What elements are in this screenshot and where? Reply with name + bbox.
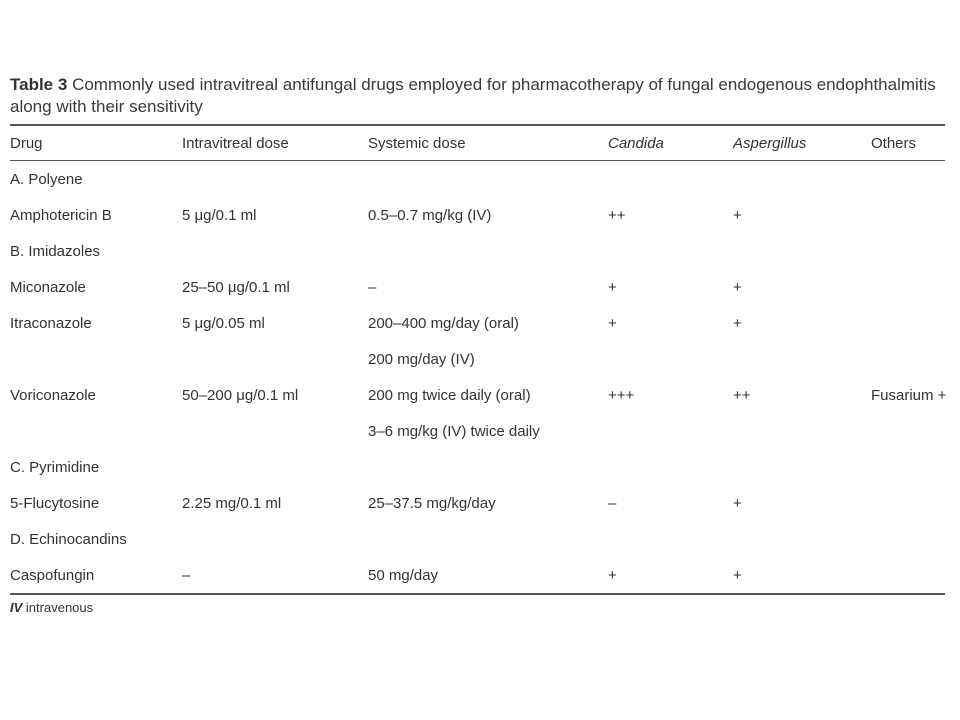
cell-others <box>871 485 945 521</box>
cell-candida <box>608 449 733 485</box>
cell-candida: + <box>608 566 617 584</box>
cell-intravitreal-dose <box>182 161 368 197</box>
cell-systemic-dose: 25–37.5 mg/kg/day <box>368 494 496 512</box>
cell-aspergillus: + <box>733 494 742 512</box>
cell-others <box>871 269 945 305</box>
cell-others <box>871 521 945 557</box>
header-drug: Drug <box>10 134 43 152</box>
table-footnote <box>10 600 945 615</box>
cell-aspergillus: + <box>733 206 742 224</box>
cell-candida <box>608 413 733 449</box>
cell-aspergillus <box>733 521 871 557</box>
cell-candida: + <box>608 278 617 296</box>
table-row <box>10 557 945 593</box>
cell-others <box>871 449 945 485</box>
cell-candida <box>608 161 733 197</box>
table-header <box>10 126 945 161</box>
cell-intravitreal-dose <box>182 341 368 377</box>
table-row <box>10 485 945 521</box>
cell-candida: – <box>608 494 617 512</box>
cell-others: Fusarium + <box>871 386 947 404</box>
header-row <box>10 126 945 160</box>
cell-candida: ++ <box>608 206 626 224</box>
table-row <box>10 521 945 557</box>
cell-systemic-dose <box>368 521 608 557</box>
header-intravitreal-dose: Intravitreal dose <box>182 134 289 152</box>
drug-table <box>10 126 945 593</box>
cell-intravitreal-dose: 25–50 μg/0.1 ml <box>182 278 290 296</box>
cell-aspergillus: + <box>733 314 742 332</box>
cell-drug: A. Polyene <box>10 170 83 188</box>
cell-systemic-dose: 200 mg/day (IV) <box>368 350 475 368</box>
cell-drug: Amphotericin B <box>10 206 112 224</box>
cell-drug: 5-Flucytosine <box>10 494 100 512</box>
table-row <box>10 161 945 197</box>
cell-candida: + <box>608 314 617 332</box>
table-caption <box>10 74 945 120</box>
table-row <box>10 269 945 305</box>
cell-systemic-dose: 50 mg/day <box>368 566 439 584</box>
cell-systemic-dose <box>368 161 608 197</box>
cell-aspergillus: + <box>733 566 742 584</box>
table-row <box>10 305 945 341</box>
cell-candida <box>608 233 733 269</box>
cell-systemic-dose: 0.5–0.7 mg/kg (IV) <box>368 206 492 224</box>
cell-candida <box>608 521 733 557</box>
cell-drug: B. Imidazoles <box>10 242 101 260</box>
cell-others <box>871 161 945 197</box>
header-candida: Candida <box>608 134 664 152</box>
cell-aspergillus <box>733 449 871 485</box>
table-body <box>10 161 945 593</box>
table-caption-text: Commonly used intravitreal antifungal drugs employed for pharmacotherapy of fungal endogenous endophthalmitis along with their sensitivity <box>10 75 936 116</box>
table-row <box>10 233 945 269</box>
table-row <box>10 449 945 485</box>
cell-systemic-dose: – <box>368 278 377 296</box>
table-block <box>10 74 945 615</box>
header-others: Others <box>871 134 917 152</box>
cell-candida <box>608 341 733 377</box>
cell-drug: C. Pyrimidine <box>10 458 100 476</box>
cell-others <box>871 305 945 341</box>
header-systemic-dose: Systemic dose <box>368 134 466 152</box>
cell-aspergillus <box>733 233 871 269</box>
cell-aspergillus <box>733 341 871 377</box>
table-caption-label: Table 3 <box>10 75 68 94</box>
cell-drug: Voriconazole <box>10 386 96 404</box>
cell-others <box>871 233 945 269</box>
footnote-abbreviation: IV <box>10 600 23 615</box>
cell-drug <box>10 413 182 449</box>
cell-systemic-dose: 200 mg twice daily (oral) <box>368 386 531 404</box>
cell-drug: D. Echinocandins <box>10 530 127 548</box>
cell-systemic-dose: 3–6 mg/kg (IV) twice daily <box>368 422 540 440</box>
cell-aspergillus: ++ <box>733 386 751 404</box>
cell-intravitreal-dose: 2.25 mg/0.1 ml <box>182 494 282 512</box>
table-row <box>10 197 945 233</box>
table-bottom-rule <box>10 593 945 595</box>
cell-intravitreal-dose: 5 μg/0.05 ml <box>182 314 265 332</box>
cell-candida: +++ <box>608 386 635 404</box>
cell-drug: Itraconazole <box>10 314 92 332</box>
cell-systemic-dose: 200–400 mg/day (oral) <box>368 314 519 332</box>
footnote-text: intravenous <box>25 600 94 615</box>
header-aspergillus: Aspergillus <box>733 134 807 152</box>
cell-intravitreal-dose <box>182 413 368 449</box>
cell-drug: Miconazole <box>10 278 86 296</box>
cell-aspergillus <box>733 413 871 449</box>
cell-systemic-dose <box>368 233 608 269</box>
cell-intravitreal-dose <box>182 233 368 269</box>
cell-intravitreal-dose <box>182 449 368 485</box>
cell-intravitreal-dose <box>182 521 368 557</box>
cell-aspergillus: + <box>733 278 742 296</box>
cell-others <box>871 197 945 233</box>
cell-intravitreal-dose: 50–200 μg/0.1 ml <box>182 386 299 404</box>
cell-drug <box>10 341 182 377</box>
cell-others <box>871 557 945 593</box>
cell-intravitreal-dose: 5 μg/0.1 ml <box>182 206 257 224</box>
cell-others <box>871 413 945 449</box>
cell-others <box>871 341 945 377</box>
cell-drug: Caspofungin <box>10 566 95 584</box>
cell-intravitreal-dose: – <box>182 566 191 584</box>
table-row <box>10 341 945 377</box>
cell-aspergillus <box>733 161 871 197</box>
table-row <box>10 377 945 413</box>
cell-systemic-dose <box>368 449 608 485</box>
table-row <box>10 413 945 449</box>
